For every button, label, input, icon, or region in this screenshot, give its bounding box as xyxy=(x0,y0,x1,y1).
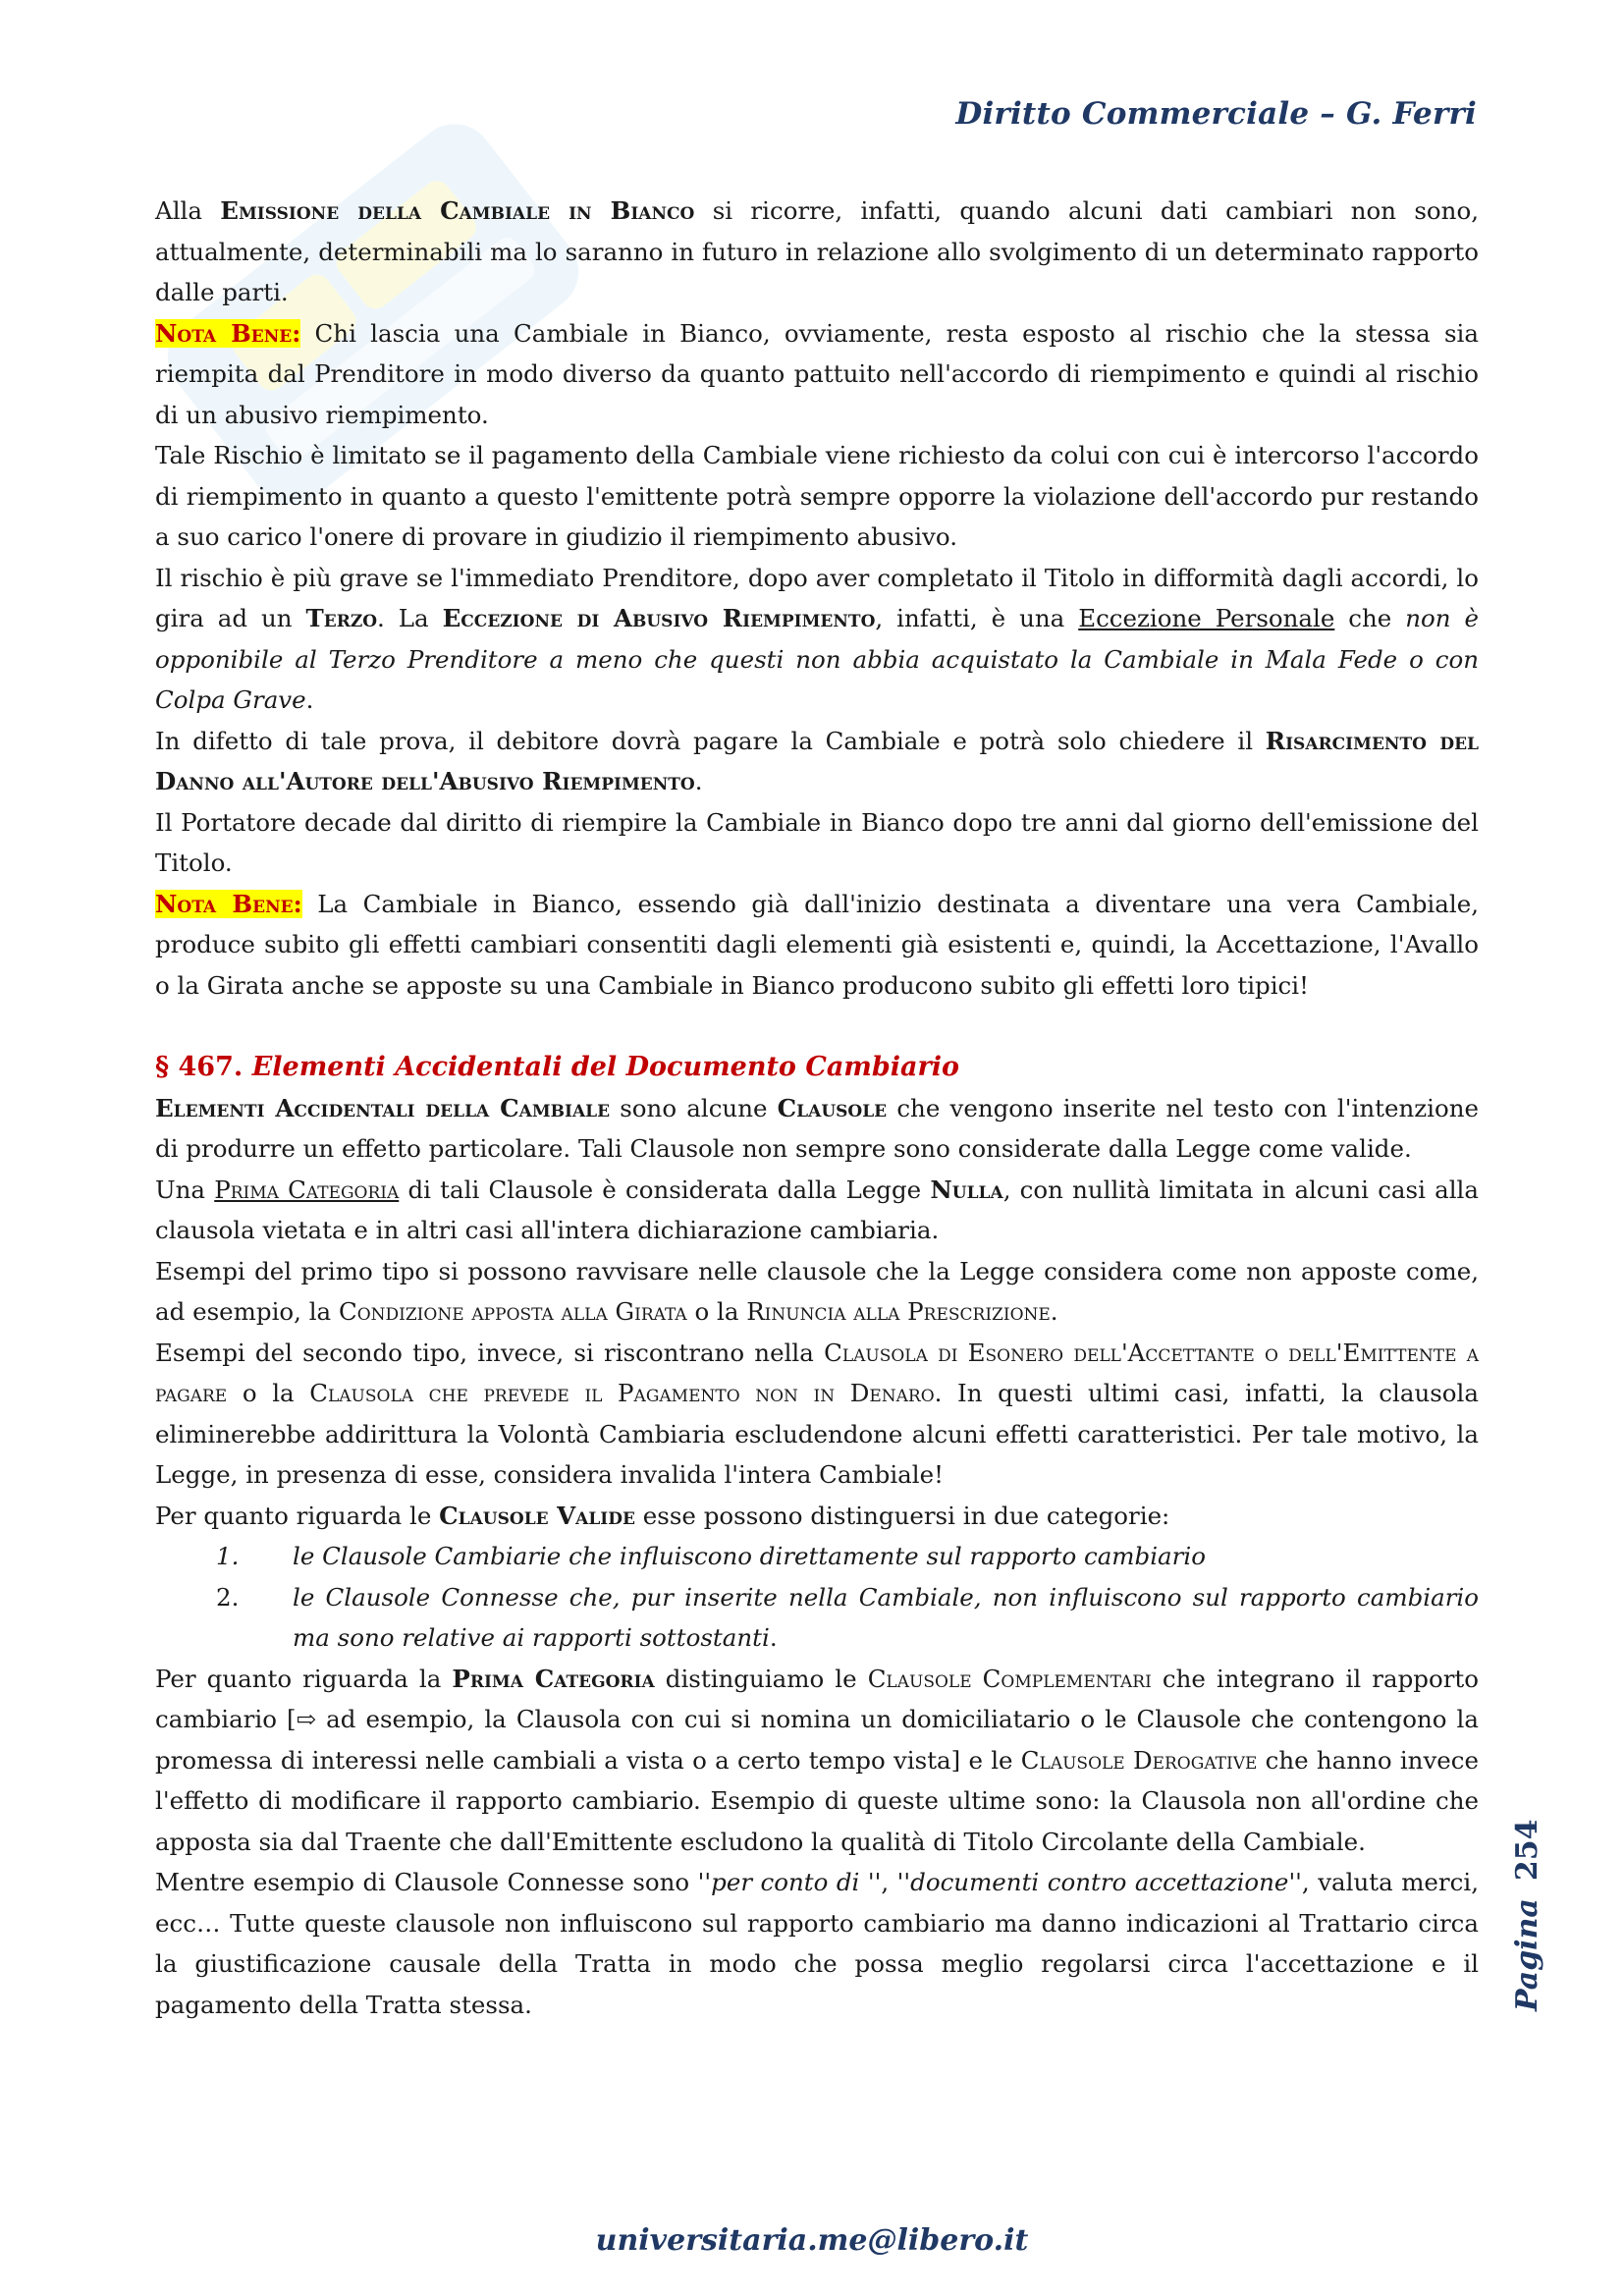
nota-bene-badge: Nota Bene: xyxy=(155,318,301,348)
list-item: 1. le Clausole Cambiarie che influiscono direttamente sul rapporto cambiario xyxy=(216,1542,1206,1570)
footer-email: universitaria.me@libero.it xyxy=(595,2223,1029,2258)
paragraph-esempi-primo: Esempi del primo tipo si possono ravvisare nelle clausole che la Legge considera come non apposte come, ad esempio, la Condizione apposta alla Girata o la Rinuncia alla Prescrizione. xyxy=(155,1256,1479,1326)
page-number-vertical xyxy=(1510,1820,1544,2011)
paragraph-rischio: Tale Rischio è limitato se il pagamento della Cambiale viene richiesto da colui con cui è intercorso l'accordo di riempimento in quanto a questo l'emittente potrà sempre opporre la violazione dell'accordo pur restando a suo carico l'onere di provare in giudizio il riempimento abusivo. xyxy=(155,441,1479,551)
section-heading xyxy=(155,1047,1479,1088)
paragraph-nota-bene-2: Nota Bene: La Cambiale in Bianco, essendo già dall'inizio destinata a diventare una vera Cambiale, produce subito gli effetti cambiari consentiti dagli elementi già esistenti e, quindi, la Accettazione, l'Avallo o la Girata anche se apposte su una Cambiale in Bianco producono subito gli effetti loro tipici! xyxy=(155,889,1479,1000)
section-title: Elementi Accidentali del Documento Cambiario xyxy=(251,1052,959,1082)
paragraph-portatore: Il Portatore decade dal diritto di riempire la Cambiale in Bianco dopo tre anni dal giorno dell'emissione del Titolo. xyxy=(155,807,1479,877)
paragraph-emissione: Alla Emissione della Cambiale in Bianco si ricorre, infatti, quando alcuni dati cambiari non sono, attualmente, determinabili ma lo saranno in futuro in relazione allo svolgimento di un determinato rapporto dalle parti. xyxy=(155,196,1479,306)
section-number: § 467. xyxy=(155,1052,244,1082)
arrow-icon: ⇨ xyxy=(296,1705,317,1733)
document-body xyxy=(155,191,1479,2025)
paragraph-prima-categoria-dettaglio: Per quanto riguarda la Prima Categoria distinguiamo le Clausole Complementari che integrano il rapporto cambiario [⇨ ad esempio, la Clausola con cui si nomina un domiciliatario o le Clausole che contengono la promessa di interessi nelle cambiali a vista o a certo tempo vista] e le Clausole Derogative che hanno invece l'effetto di modificare il rapporto cambiario. Esempio di queste ultime sono: la Clausola non all'ordine che apposta sia dal Traente che dall'Emittente escludono la qualità di Titolo Circolante della Cambiale. xyxy=(155,1664,1480,1856)
paragraph-elementi: Elementi Accidentali della Cambiale sono alcune Clausole che vengono inserite nel testo con l'intenzione di produrre un effetto particolare. Tali Clausole non sempre sono considerate dalla Legge come valide. xyxy=(155,1093,1479,1163)
page-label: Pagina xyxy=(1510,1898,1544,2011)
nota-bene-badge: Nota Bene: xyxy=(155,889,302,918)
paragraph-rischio-grave: Il rischio è più grave se l'immediato Prenditore, dopo aver completato il Titolo in difformità dagli accordi, lo gira ad un Terzo. La Eccezione di Abusivo Riempimento, infatti, è una Eccezione Personale che non è opponibile al Terzo Prenditore a meno che questi non abbia acquistato la Cambiale in Mala Fede o con Colpa Grave. xyxy=(155,563,1479,714)
paragraph-risarcimento: In difetto di tale prova, il debitore dovrà pagare la Cambiale e potrà solo chiedere il Risarcimento del Danno all'Autore dell'Abusivo Riempimento. xyxy=(155,726,1479,795)
clausole-list xyxy=(155,1536,1479,1659)
paragraph-clausole-valide: Per quanto riguarda le Clausole Valide esse possono distinguersi in due categorie: xyxy=(155,1501,1170,1530)
paragraph-nota-bene-1: Nota Bene: Chi lascia una Cambiale in Bianco, ovviamente, resta esposto al rischio che la stessa sia riempita dal Prenditore in modo diverso da quanto pattuito nell'accordo di riempimento e quindi al rischio di un abusivo riempimento. xyxy=(155,318,1479,429)
paragraph-esempi-secondo: Esempi del secondo tipo, invece, si riscontrano nella Clausola di Esonero dell'Accettante o dell'Emittente a pagare o la Clausola che prevede il Pagamento non in Denaro. In questi ultimi casi, infatti, la clausola eliminerebbe addirittura la Volontà Cambiaria escludendone alcuni effetti caratteristici. Per tale motivo, la Legge, in presenza di esse, considera invalida l'intera Cambiale! xyxy=(155,1338,1479,1489)
paragraph-prima-categoria: Una Prima Categoria di tali Clausole è considerata dalla Legge Nulla, con nullità limitata in alcuni casi alla clausola vietata e in altri casi all'intera dichiarazione cambiaria. xyxy=(155,1175,1480,1244)
list-item: 2. le Clausole Connesse che, pur inserite nella Cambiale, non influiscono sul rapporto cambiario ma sono relative ai rapporti sottostanti. xyxy=(216,1582,1479,1652)
paragraph-clausole-connesse: Mentre esempio di Clausole Connesse sono ''per conto di '', ''documenti contro accettazione'', valuta merci, ecc… Tutte queste clausole non influiscono sul rapporto cambiario ma danno indicazioni al Trattario circa la giustificazione causale della Tratta in modo che possa meglio regolarsi circa l'accettazione e il pagamento della Tratta stessa. xyxy=(155,1868,1479,2019)
document-header: Diritto Commerciale – G. Ferri xyxy=(955,96,1477,132)
page-number: 254 xyxy=(1510,1819,1544,1882)
